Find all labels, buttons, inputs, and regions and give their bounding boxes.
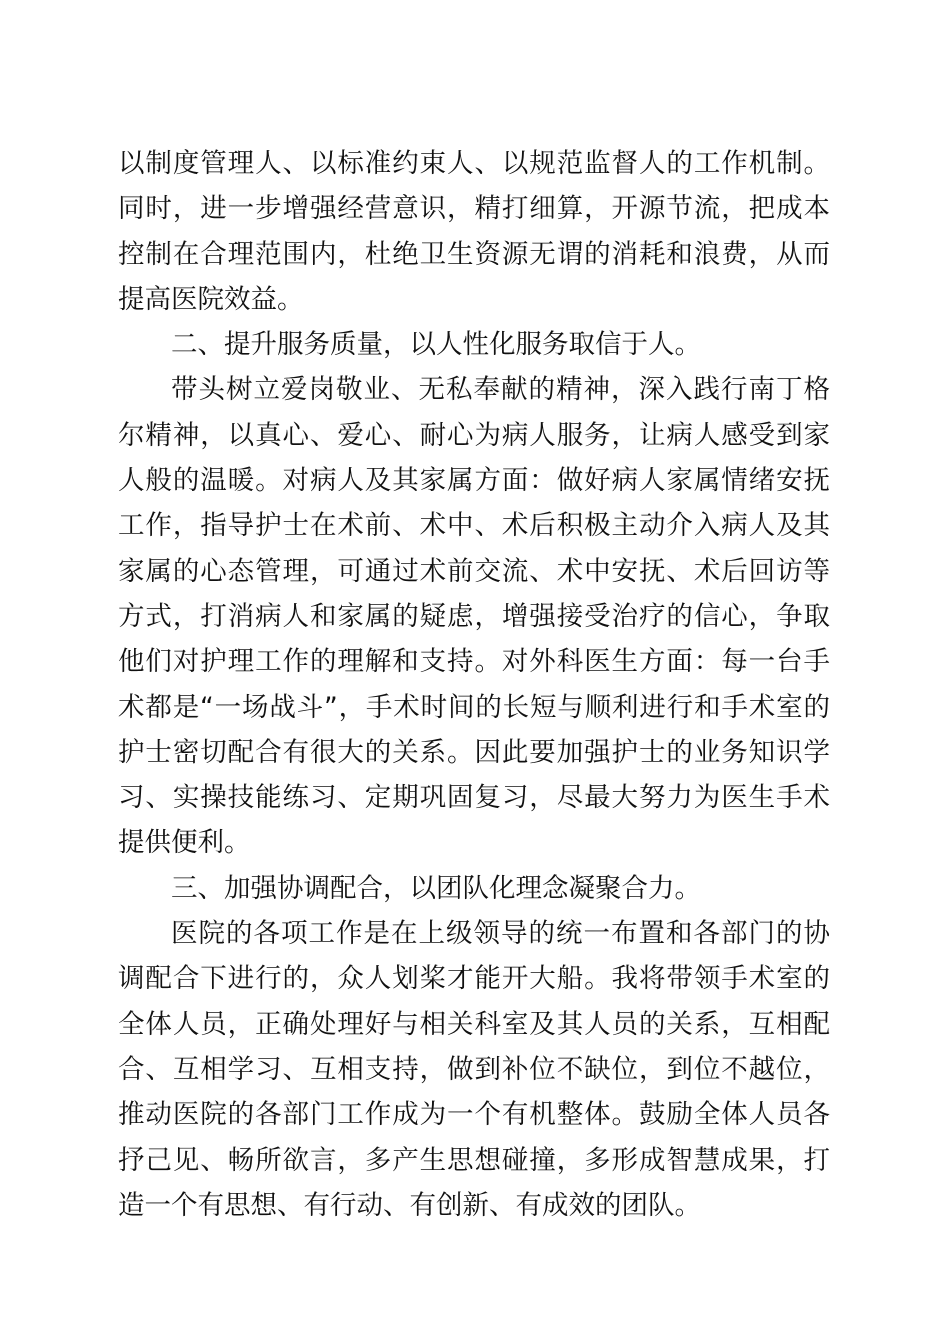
document-body (118, 141, 830, 1228)
paragraph-coordination: 医院的各项工作是在上级领导的统一布置和各部门的协调配合下进行的，众人划桨才能开大船。我将带领手术室的全体人员，正确处理好与相关科室及其人员的关系，互相配合、互相学习、互相支持，做到补位不缺位，到位不越位，推动医院的各部门工作成为一个有机整体。鼓励全体人员各抒己见、畅所欲言，多产生思想碰撞，多形成智慧成果，打造一个有思想、有行动、有创新、有成效的团队。 (118, 918, 830, 1221)
paragraph-continuation: 以制度管理人、以标准约束人、以规范监督人的工作机制。同时，进一步增强经营意识，精打细算，开源节流，把成本控制在合理范围内，杜绝卫生资源无谓的消耗和浪费，从而提高医院效益。 (118, 148, 830, 315)
section-heading-3: 三、加强协调配合，以团队化理念凝聚合力。 (171, 872, 701, 904)
section-heading-2: 二、提升服务质量，以人性化服务取信于人。 (171, 329, 701, 361)
paragraph-service-quality: 带头树立爱岗敬业、无私奉献的精神，深入践行南丁格尔精神，以真心、爱心、耐心为病人服务，让病人感受到家人般的温暖。对病人及其家属方面：做好病人家属情绪安抚工作，指导护士在术前、术中、术后积极主动介入病人及其家属的心态管理，可通过术前交流、术中安抚、术后回访等方式，打消病人和家属的疑虑，增强接受治疗的信心，争取他们对护理工作的理解和支持。对外科医生方面：每一台手术都是“一场战斗”，手术时间的长短与顺利进行和手术室的护士密切配合有很大的关系。因此要加强护士的业务知识学习、实操技能练习、定期巩固复习，尽最大努力为医生手术提供便利。 (118, 374, 830, 859)
